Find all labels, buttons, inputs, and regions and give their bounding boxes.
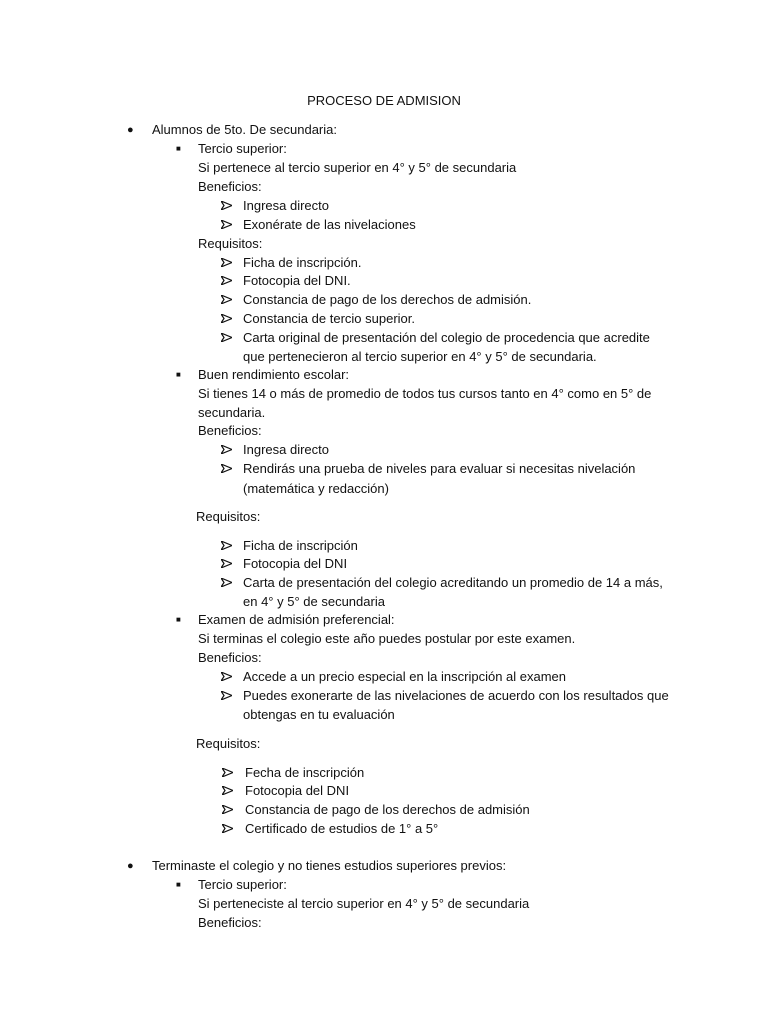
square-bullet: ■ [176,615,181,624]
arrow-bullet-icon [221,333,232,342]
beneficios-label: Beneficios: [198,179,262,194]
list-item-continuation: que pertenecieron al tercio superior en 4° y 5° de secundaria. [243,349,597,364]
arrow-bullet-icon [222,768,233,777]
list-item: Ingresa directo [243,198,329,213]
subsection-heading: Examen de admisión preferencial: [198,612,395,627]
arrow-bullet-icon [222,786,233,795]
arrow-bullet-icon [222,824,233,833]
arrow-bullet-icon [221,559,232,568]
arrow-bullet-icon [222,805,233,814]
subsection-heading: Buen rendimiento escolar: [198,367,350,382]
list-item: Accede a un precio especial en la inscripción al examen [243,669,567,684]
requisitos-label: Requisitos: [196,509,261,524]
beneficios-label: Beneficios: [198,423,262,438]
square-bullet: ■ [176,370,181,379]
subsection-description: Si perteneciste al tercio superior en 4° y 5° de secundaria [198,896,530,911]
arrow-bullet-icon [221,220,232,229]
list-item: Ingresa directo [243,442,329,457]
arrow-bullet-icon [221,578,232,587]
list-item-continuation: obtengas en tu evaluación [243,707,395,722]
requisitos-label: Requisitos: [198,236,263,251]
beneficios-label: Beneficios: [198,915,262,930]
list-item: Carta original de presentación del colegio de procedencia que acredite [243,330,650,345]
section-heading: Alumnos de 5to. De secundaria: [152,122,337,137]
list-item-continuation: en 4° y 5° de secundaria [243,594,385,609]
list-item: Carta de presentación del colegio acreditando un promedio de 14 a más, [243,575,663,590]
subsection-heading: Tercio superior: [198,877,287,892]
list-item: Exonérate de las nivelaciones [243,217,416,232]
subsection-description: secundaria. [198,405,266,420]
arrow-bullet-icon [221,314,232,323]
arrow-bullet-icon [221,672,232,681]
list-item: Constancia de pago de los derechos de admisión. [243,292,532,307]
list-item: Ficha de inscripción [243,538,358,553]
subsection-description: Si terminas el colegio este año puedes postular por este examen. [198,631,576,646]
list-item: Fotocopia del DNI [243,556,348,571]
bullet-dot: ● [127,860,134,872]
list-item: Constancia de tercio superior. [243,311,415,326]
list-item-continuation: (matemática y redacción) [243,481,389,496]
subsection-description: Si tienes 14 o más de promedio de todos tus cursos tanto en 4° como en 5° de [198,386,652,401]
list-item: Fecha de inscripción [245,765,365,780]
list-item: Fotocopia del DNI. [243,273,351,288]
arrow-bullet-icon [221,445,232,454]
arrow-bullet-icon [221,541,232,550]
list-item: Ficha de inscripción. [243,255,362,270]
section-heading: Terminaste el colegio y no tienes estudios superiores previos: [152,858,507,873]
arrow-bullet-icon [221,258,232,267]
subsection-description: Si pertenece al tercio superior en 4° y 5° de secundaria [198,160,517,175]
square-bullet: ■ [176,144,181,153]
list-item: Rendirás una prueba de niveles para evaluar si necesitas nivelación [243,461,636,476]
list-item: Fotocopia del DNI [245,783,350,798]
page-title: PROCESO DE ADMISION [307,93,461,108]
arrow-bullet-icon [221,295,232,304]
arrow-bullet-icon [221,201,232,210]
bullet-dot: ● [127,124,134,136]
arrow-bullet-icon [221,276,232,285]
subsection-heading: Tercio superior: [198,141,287,156]
arrow-bullet-icon [221,691,232,700]
arrow-bullet-icon [221,464,232,473]
requisitos-label: Requisitos: [196,736,261,751]
beneficios-label: Beneficios: [198,650,262,665]
list-item: Puedes exonerarte de las nivelaciones de acuerdo con los resultados que [243,688,669,703]
square-bullet: ■ [176,880,181,889]
list-item: Certificado de estudios de 1° a 5° [245,821,439,836]
list-item: Constancia de pago de los derechos de admisión [245,802,530,817]
